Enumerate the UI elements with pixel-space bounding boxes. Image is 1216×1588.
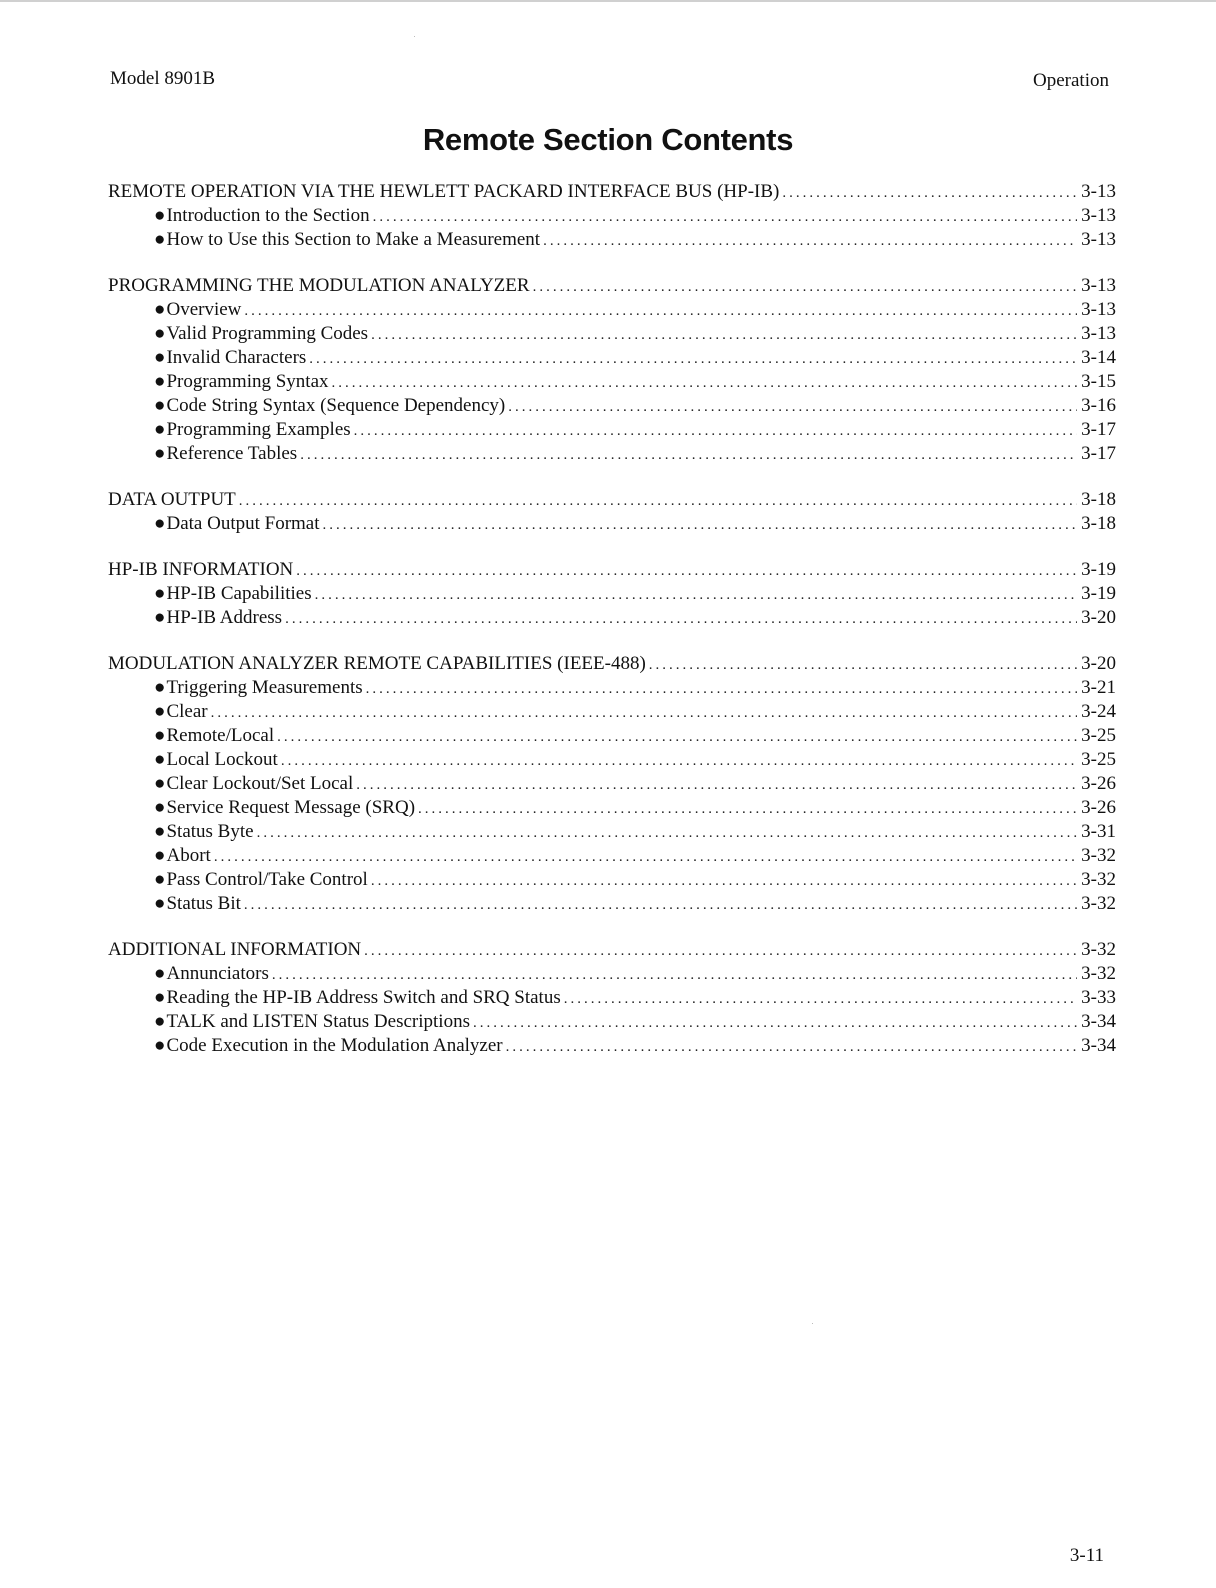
dot-leader — [782, 181, 1077, 205]
toc-entry-label-wrap — [154, 676, 363, 700]
toc-page-ref: 3-13 — [1081, 323, 1116, 344]
toc-page-ref: 3-13 — [1081, 205, 1116, 226]
toc-page-ref: 3-32 — [1081, 939, 1116, 960]
toc-page-ref: 3-20 — [1081, 653, 1116, 674]
toc-page-ref: 3-14 — [1081, 347, 1116, 368]
toc-entry[interactable] — [108, 676, 1116, 700]
dot-leader — [508, 395, 1077, 419]
toc-entry[interactable] — [108, 228, 1116, 252]
toc-page-ref: 3-31 — [1081, 821, 1116, 842]
toc-entry-label: Programming Examples — [166, 419, 351, 440]
toc-entry[interactable] — [108, 298, 1116, 322]
scan-speck — [414, 36, 415, 37]
bullet-icon: ● — [154, 893, 166, 914]
dot-leader — [564, 987, 1077, 1011]
toc-page-ref: 3-21 — [1081, 677, 1116, 698]
toc-entry-label-wrap — [154, 700, 208, 724]
toc-entry[interactable] — [108, 418, 1116, 442]
toc-entry-label: TALK and LISTEN Status Descriptions — [166, 1011, 470, 1032]
toc-entry-label: HP-IB Address — [166, 607, 283, 628]
bullet-icon: ● — [154, 869, 166, 890]
toc-entry-label: Invalid Characters — [166, 347, 307, 368]
toc-entry[interactable] — [108, 582, 1116, 606]
toc-page-ref: 3-17 — [1081, 419, 1116, 440]
bullet-icon: ● — [154, 229, 166, 250]
bullet-icon: ● — [154, 963, 166, 984]
toc-page-ref: 3-19 — [1081, 559, 1116, 580]
scan-speck — [812, 1323, 813, 1324]
dot-leader — [214, 845, 1077, 869]
dot-leader — [373, 205, 1078, 229]
top-border-line — [0, 0, 1216, 2]
toc-entry-label: Reference Tables — [166, 443, 298, 464]
dot-leader — [296, 559, 1077, 583]
toc-entry[interactable] — [108, 322, 1116, 346]
toc-entry-label: Triggering Measurements — [166, 677, 363, 698]
dot-leader — [354, 419, 1078, 443]
toc-page-ref: 3-32 — [1081, 845, 1116, 866]
toc-section — [108, 488, 1116, 536]
toc-entry-label-wrap — [154, 512, 320, 536]
toc-page-ref: 3-32 — [1081, 893, 1116, 914]
toc-page-ref: 3-18 — [1081, 489, 1116, 510]
toc-entry[interactable] — [108, 986, 1116, 1010]
toc-entry[interactable] — [108, 772, 1116, 796]
toc-entry-label-wrap — [154, 724, 274, 748]
dot-leader — [323, 513, 1078, 537]
bullet-icon: ● — [154, 583, 166, 604]
toc-entry[interactable] — [108, 394, 1116, 418]
toc-section-heading[interactable] — [108, 652, 1116, 676]
dot-leader — [649, 653, 1077, 677]
toc-entry-label: Valid Programming Codes — [166, 323, 369, 344]
bullet-icon: ● — [154, 395, 166, 416]
toc-entry-label: Local Lockout — [166, 749, 278, 770]
dot-leader — [315, 583, 1078, 607]
toc-page-ref: 3-13 — [1081, 181, 1116, 202]
toc-entry[interactable] — [108, 204, 1116, 228]
dot-leader — [364, 939, 1077, 963]
toc-entry-label: How to Use this Section to Make a Measurement — [166, 229, 541, 250]
dot-leader — [272, 963, 1077, 987]
toc-page-ref: 3-32 — [1081, 869, 1116, 890]
toc-entry-label: Abort — [166, 845, 211, 866]
toc-entry-label: Clear — [166, 701, 208, 722]
toc-entry-label: Pass Control/Take Control — [166, 869, 368, 890]
toc-entry-label: Code Execution in the Modulation Analyzer — [166, 1035, 503, 1056]
toc-section-heading[interactable] — [108, 558, 1116, 582]
dot-leader — [211, 701, 1078, 725]
toc-entry[interactable] — [108, 844, 1116, 868]
toc-page-ref: 3-17 — [1081, 443, 1116, 464]
bullet-icon: ● — [154, 1035, 166, 1056]
toc-entry-label: HP-IB Capabilities — [166, 583, 312, 604]
toc-heading-label: MODULATION ANALYZER REMOTE CAPABILITIES (IEEE-488) — [108, 653, 646, 674]
toc-entry-label-wrap — [154, 1010, 470, 1034]
table-of-contents — [108, 180, 1116, 1080]
dot-leader — [285, 607, 1077, 631]
toc-section — [108, 274, 1116, 466]
toc-section-heading[interactable] — [108, 180, 1116, 204]
toc-entry[interactable] — [108, 370, 1116, 394]
dot-leader — [257, 821, 1078, 845]
toc-heading-label: PROGRAMMING THE MODULATION ANALYZER — [108, 275, 530, 296]
toc-entry-label-wrap — [154, 228, 540, 252]
toc-page-ref: 3-16 — [1081, 395, 1116, 416]
toc-section — [108, 180, 1116, 252]
toc-entry[interactable] — [108, 346, 1116, 370]
toc-entry-label-wrap — [154, 322, 368, 346]
toc-entry[interactable] — [108, 892, 1116, 916]
header-chapter: Operation — [1033, 70, 1109, 91]
bullet-icon: ● — [154, 797, 166, 818]
toc-entry-label-wrap — [154, 844, 211, 868]
toc-entry[interactable] — [108, 442, 1116, 466]
dot-leader — [356, 773, 1077, 797]
toc-heading-label: DATA OUTPUT — [108, 489, 236, 510]
toc-heading-label: REMOTE OPERATION VIA THE HEWLETT PACKARD INTERFACE BUS (HP-IB) — [108, 181, 780, 202]
toc-page-ref: 3-26 — [1081, 797, 1116, 818]
toc-entry-label-wrap — [154, 204, 370, 228]
bullet-icon: ● — [154, 725, 166, 746]
dot-leader — [277, 725, 1077, 749]
toc-page-ref: 3-18 — [1081, 513, 1116, 534]
bullet-icon: ● — [154, 513, 166, 534]
toc-entry-label-wrap — [154, 298, 241, 322]
dot-leader — [533, 275, 1078, 299]
toc-page-ref: 3-13 — [1081, 229, 1116, 250]
toc-entry-label-wrap — [154, 394, 505, 418]
toc-page-ref: 3-13 — [1081, 299, 1116, 320]
toc-entry-label: Introduction to the Section — [166, 205, 370, 226]
toc-entry[interactable] — [108, 700, 1116, 724]
page-number: 3-11 — [1069, 1545, 1104, 1566]
toc-entry[interactable] — [108, 1010, 1116, 1034]
dot-leader — [309, 347, 1077, 371]
toc-entry-label-wrap — [154, 892, 241, 916]
bullet-icon: ● — [154, 845, 166, 866]
header-model: Model 8901B — [110, 68, 216, 89]
dot-leader — [300, 443, 1077, 467]
toc-page-ref: 3-19 — [1081, 583, 1116, 604]
toc-entry-label-wrap — [154, 772, 353, 796]
toc-entry-label-wrap — [154, 1034, 503, 1058]
toc-page-ref: 3-25 — [1081, 749, 1116, 770]
bullet-icon: ● — [154, 347, 166, 368]
toc-entry-label: Reading the HP-IB Address Switch and SRQ Status — [166, 987, 561, 1008]
toc-page-ref: 3-25 — [1081, 725, 1116, 746]
toc-entry-label-wrap — [154, 370, 329, 394]
toc-section — [108, 938, 1116, 1058]
bullet-icon: ● — [154, 419, 166, 440]
toc-entry[interactable] — [108, 868, 1116, 892]
bullet-icon: ● — [154, 821, 166, 842]
toc-entry-label: Programming Syntax — [166, 371, 329, 392]
bullet-icon: ● — [154, 773, 166, 794]
toc-entry-label-wrap — [154, 418, 351, 442]
toc-page-ref: 3-33 — [1081, 987, 1116, 1008]
toc-entry[interactable] — [108, 962, 1116, 986]
bullet-icon: ● — [154, 371, 166, 392]
bullet-icon: ● — [154, 987, 166, 1008]
toc-entry-label: Status Byte — [166, 821, 254, 842]
toc-page-ref: 3-34 — [1081, 1035, 1116, 1056]
toc-heading-label: HP-IB INFORMATION — [108, 559, 294, 580]
bullet-icon: ● — [154, 299, 166, 320]
toc-section — [108, 558, 1116, 630]
toc-entry[interactable] — [108, 748, 1116, 772]
toc-entry[interactable] — [108, 724, 1116, 748]
toc-entry-label-wrap — [154, 962, 269, 986]
toc-entry-label-wrap — [154, 606, 282, 630]
dot-leader — [371, 869, 1077, 893]
toc-entry[interactable] — [108, 796, 1116, 820]
toc-heading-label: ADDITIONAL INFORMATION — [108, 939, 362, 960]
dot-leader — [506, 1035, 1078, 1059]
toc-entry-label-wrap — [154, 442, 297, 466]
bullet-icon: ● — [154, 205, 166, 226]
toc-page-ref: 3-20 — [1081, 607, 1116, 628]
dot-leader — [281, 749, 1077, 773]
dot-leader — [473, 1011, 1077, 1035]
toc-entry-label: Annunciators — [166, 963, 269, 984]
toc-page-ref: 3-15 — [1081, 371, 1116, 392]
toc-section-heading[interactable] — [108, 488, 1116, 512]
bullet-icon: ● — [154, 677, 166, 698]
toc-entry-label: Overview — [166, 299, 242, 320]
toc-entry-label: Clear Lockout/Set Local — [166, 773, 354, 794]
dot-leader — [239, 489, 1077, 513]
toc-page-ref: 3-13 — [1081, 275, 1116, 296]
toc-page-ref: 3-32 — [1081, 963, 1116, 984]
bullet-icon: ● — [154, 701, 166, 722]
toc-entry[interactable] — [108, 606, 1116, 630]
toc-entry[interactable] — [108, 512, 1116, 536]
bullet-icon: ● — [154, 607, 166, 628]
toc-entry[interactable] — [108, 1034, 1116, 1058]
toc-section-heading[interactable] — [108, 274, 1116, 298]
dot-leader — [371, 323, 1077, 347]
toc-page-ref: 3-34 — [1081, 1011, 1116, 1032]
dot-leader — [366, 677, 1078, 701]
toc-entry-label-wrap — [154, 986, 561, 1010]
toc-entry-label-wrap — [154, 582, 312, 606]
bullet-icon: ● — [154, 323, 166, 344]
dot-leader — [332, 371, 1078, 395]
toc-entry-label: Service Request Message (SRQ) — [166, 797, 416, 818]
toc-section-heading[interactable] — [108, 938, 1116, 962]
toc-entry-label: Code String Syntax (Sequence Dependency) — [166, 395, 506, 416]
toc-entry-label: Status Bit — [166, 893, 241, 914]
toc-page-ref: 3-26 — [1081, 773, 1116, 794]
page-title: Remote Section Contents — [422, 122, 794, 157]
bullet-icon: ● — [154, 443, 166, 464]
toc-page-ref: 3-24 — [1081, 701, 1116, 722]
toc-entry-label: Remote/Local — [166, 725, 275, 746]
bullet-icon: ● — [154, 1011, 166, 1032]
toc-entry-label: Data Output Format — [166, 513, 320, 534]
bullet-icon: ● — [154, 749, 166, 770]
toc-entry-label-wrap — [154, 796, 415, 820]
toc-entry-label-wrap — [154, 346, 306, 370]
dot-leader — [244, 299, 1077, 323]
dot-leader — [543, 229, 1077, 253]
toc-entry[interactable] — [108, 820, 1116, 844]
dot-leader — [244, 893, 1077, 917]
toc-entry-label-wrap — [154, 820, 254, 844]
toc-entry-label-wrap — [154, 748, 278, 772]
toc-section — [108, 652, 1116, 916]
toc-entry-label-wrap — [154, 868, 368, 892]
dot-leader — [418, 797, 1077, 821]
